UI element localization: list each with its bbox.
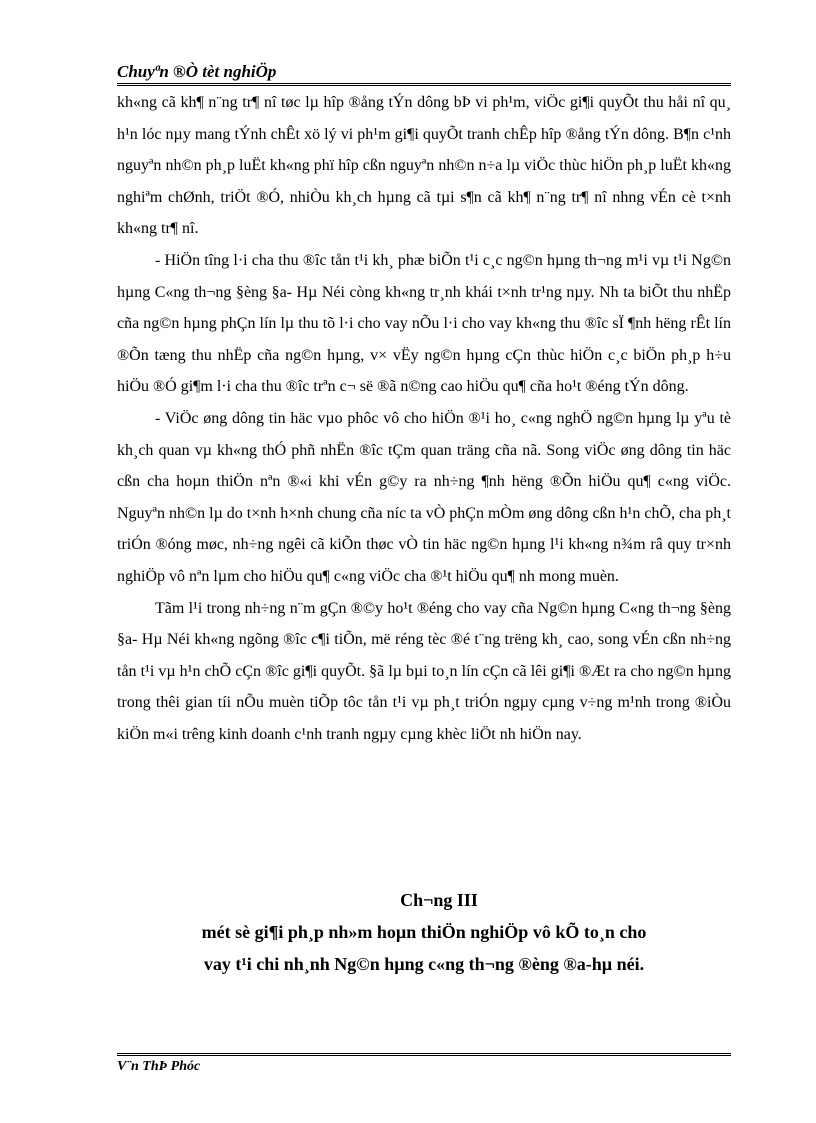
footer-author: V¨n ThÞ Phóc bbox=[117, 1059, 201, 1074]
paragraph-4: Tãm l¹i trong nh÷ng n¨m gÇn ®©y ho¹t ®éng cho vay cña Ng©n hµng C«ng th¬ng §èng §a- Hµ Néi kh«ng ngõng ®îc c¶i tiÕn, më réng tèc ®é t¨ng trëng kh¸ cao, song vÉn cßn nh÷ng tån t¹i vµ h¹n chÕ cÇn ®îc gi¶i quyÕt. §ã lµ bµi to¸n lín cÇn cã lêi gi¶i ®Æt ra cho ng©n hµng trong thêi gian tíi nÕu muèn tiÕp tôc tån t¹i vµ ph¸t triÓn ngµy cµng v÷ng m¹nh trong ®iÒu kiÖn m«i trêng kinh doanh c¹nh tranh ngµy cµng khèc liÖt nh hiÖn nay. bbox=[117, 599, 731, 743]
footer-rule bbox=[117, 1053, 731, 1056]
chapter-title bbox=[117, 916, 731, 980]
paragraph-2: - HiÖn tîng l·i cha thu ®îc tån t¹i kh¸ phæ biÕn t¹i c¸c ng©n hµng th¬ng m¹i vµ t¹i Ng©n hµng C«ng th¬ng §èng §a- Hµ Néi còng kh«ng tr¸nh khái t×nh tr¹ng nµy. Nh ta biÕt thu nhËp cña ng©n hµng phÇn lín lµ thu tõ l·i cho vay nÕu l·i cho vay kh«ng thu ®îc sÏ ¶nh hëng rÊt lín ®Õn tæng thu nhËp cña ng©n hµng, v× vËy ng©n hµng cÇn thùc hiÖn c¸c biÖn ph¸p h÷u hiÖu ®Ó gi¶m l·i cha thu ®îc trªn c¬ së ®ã n©ng cao hiÖu qu¶ cña ho¹t ®éng tÝn dông. bbox=[117, 251, 731, 396]
body-text bbox=[117, 87, 731, 750]
paragraph-1: kh«ng cã kh¶ n¨ng tr¶ nî tøc lµ hîp ®ång tÝn dông bÞ vi ph¹m, viÖc gi¶i quyÕt thu håi nî qu¸ h¹n lóc nµy mang tÝnh chÊt xö lý vi ph¹m gi¶i quyÕt tranh chÊp hîp ®ång tÝn dông. B¶n c¹nh nguyªn nh©n ph¸p luËt kh«ng phï hîp cßn nguyªn nh©n n÷a lµ viÖc thùc hiÖn ph¸p luËt kh«ng nghiªm chØnh, triÖt ®Ó, nhiÒu kh¸ch hµng cã tµi s¶n cã kh¶ n¨ng tr¶ nî nhng vÉn cè t×nh kh«ng tr¶ nî. bbox=[117, 94, 731, 238]
header-rule bbox=[117, 83, 731, 86]
chapter-heading: Ch¬ng III bbox=[400, 890, 478, 910]
chapter-section bbox=[117, 886, 731, 980]
chapter-title-line-2: vay t¹i chi nh¸nh Ng©n hµng c«ng th¬ng ®èng ®a-hµ néi. bbox=[203, 954, 645, 974]
page-header bbox=[117, 62, 731, 82]
chapter-title-line-1: mét sè gi¶i ph¸p nh»m hoµn thiÖn nghiÖp vô kÕ to¸n cho bbox=[201, 922, 647, 942]
header-title: Chuyªn ®Ò tèt nghiÖp bbox=[117, 62, 277, 81]
paragraph-3: - ViÖc øng dông tin häc vµo phôc vô cho hiÖn ®¹i ho¸ c«ng nghÖ ng©n hµng lµ yªu tè kh¸ch quan vµ kh«ng thÓ phñ nhËn ®îc tÇm quan träng cña nã. Song viÖc øng dông tin häc cßn cha hoµn thiÖn nªn ®«i khi vÉn g©y ra nh÷ng ¶nh hëng ®Õn hiÖu qu¶ c«ng viÖc. Nguyªn nh©n lµ do t×nh h×nh chung cña níc ta vÒ phÇn mÒm øng dông cßn h¹n chÕ, cha ph¸t triÓn ®óng møc, nh÷ng ngêi cã kiÕn thøc vÒ tin häc ng©n hµng l¹i kh«ng n¾m râ quy tr×nh nghiÖp vô nªn lµm cho hiÖu qu¶ c«ng viÖc cha ®¹t hiÖu qu¶ nh mong muèn. bbox=[117, 409, 731, 585]
